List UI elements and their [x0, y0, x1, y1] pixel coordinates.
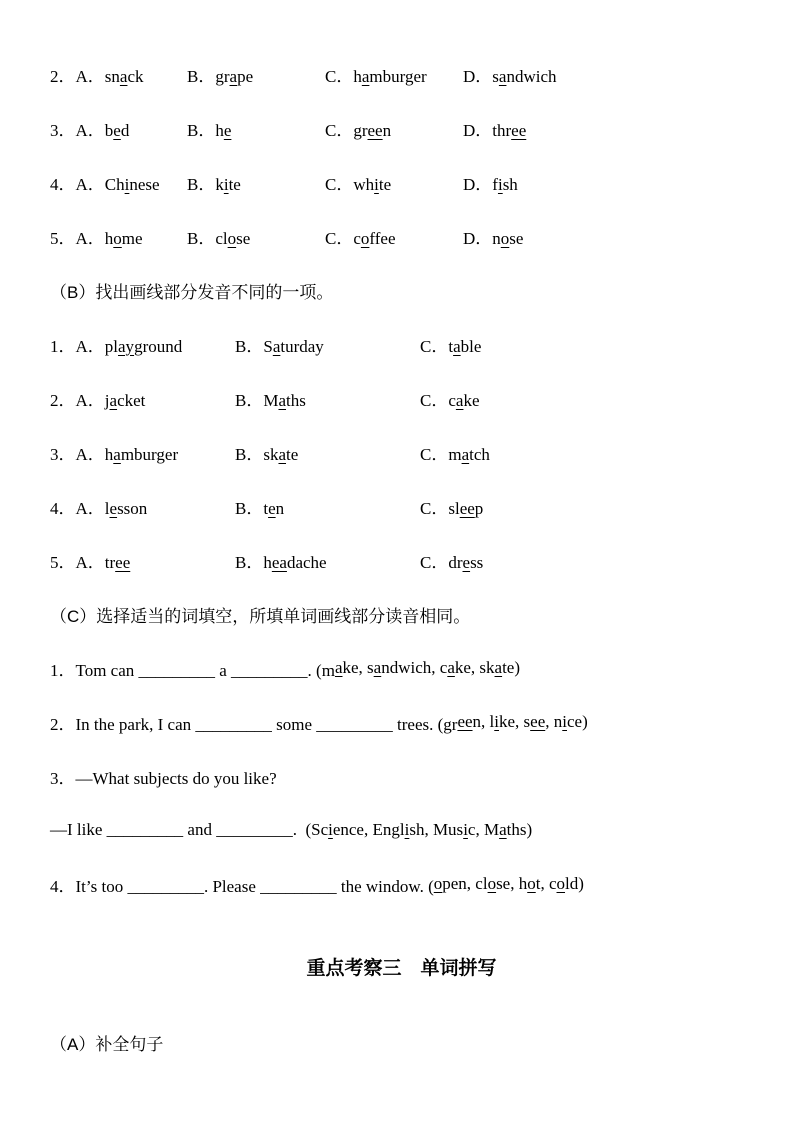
section-b-option	[235, 332, 420, 357]
section-b-row	[50, 317, 753, 371]
text-segment: te	[286, 444, 299, 464]
text-segment: ndwich, c	[381, 658, 448, 677]
text-segment: ffee	[369, 228, 396, 248]
text-segment: ence, Engl	[332, 820, 405, 839]
section-b-option	[420, 440, 753, 465]
key-point-three-heading: 重点考察三 单词拼写	[306, 957, 497, 979]
underlined-part: ee	[511, 120, 527, 140]
question-number: 5．	[50, 552, 76, 572]
text-segment: n	[492, 228, 501, 248]
section-a-option	[463, 224, 753, 249]
text-segment: 1．Tom can _________ a _________. (m	[50, 660, 335, 680]
section-a-option	[463, 116, 753, 141]
text-segment: ths)	[506, 820, 533, 839]
section-b-option	[235, 494, 420, 519]
text-segment: ground	[134, 336, 183, 356]
underlined-part: ea	[271, 552, 287, 572]
text-segment: n, l	[472, 712, 495, 731]
text-segment: sh, Mus	[409, 820, 464, 839]
text-segment: pe	[237, 66, 254, 86]
underlined-part: o	[527, 874, 536, 893]
underlined-part: ee	[367, 120, 383, 140]
option-label: C．	[325, 174, 354, 194]
option-label: B．	[235, 336, 264, 356]
section-b-option	[420, 386, 753, 411]
text-segment: dr	[448, 552, 463, 572]
underlined-part: a	[461, 444, 470, 464]
text-segment: nese	[129, 174, 160, 194]
section-a-option-rows	[50, 47, 753, 263]
section-c-heading: （C）选择适当的词填空，所填单词画线部分读音相同。	[50, 606, 471, 626]
section-b-option	[50, 440, 235, 465]
underlined-part: a	[498, 66, 507, 86]
underlined-part: e	[223, 120, 232, 140]
text-segment: gr	[353, 120, 368, 140]
text-segment: ke	[463, 390, 480, 410]
text-segment: j	[104, 390, 110, 410]
section-a2-heading: （A）补全句子	[50, 1034, 164, 1054]
text-segment: b	[104, 120, 114, 140]
text-segment: h	[104, 228, 114, 248]
underlined-part: i	[497, 174, 503, 194]
option-label: D．	[463, 174, 493, 194]
text-segment: se	[509, 228, 524, 248]
section-a-option	[325, 224, 463, 249]
text-segment: c, M	[467, 820, 500, 839]
text-segment: ths	[286, 390, 306, 410]
text-segment: ck	[127, 66, 144, 86]
underlined-part: o	[556, 874, 566, 893]
option-label: C．	[420, 498, 449, 518]
underlined-part: e	[462, 552, 471, 572]
underlined-part: a	[278, 390, 287, 410]
section-b-option	[420, 332, 753, 357]
underlined-part: ee	[115, 552, 131, 572]
text-segment: 4．It’s too _________. Please _________ the window. (	[50, 876, 434, 896]
underlined-part: a	[109, 390, 118, 410]
underlined-part: a	[334, 658, 343, 677]
section-b-option	[50, 386, 235, 411]
text-segment: d	[120, 120, 130, 140]
section-b-option	[50, 548, 235, 573]
section-b-row	[50, 533, 753, 587]
fill-blank-line	[50, 695, 753, 749]
text-segment: turday	[280, 336, 324, 356]
section-a-option	[463, 62, 753, 87]
text-segment: —I like _________ and _________. (Sc	[50, 820, 329, 839]
section-a-option	[50, 224, 187, 249]
text-segment: se, h	[496, 874, 528, 893]
text-segment: h	[263, 552, 272, 572]
text-segment: s	[492, 66, 499, 86]
text-segment: sk	[263, 444, 279, 464]
text-segment: m	[448, 444, 462, 464]
text-segment: h	[353, 66, 362, 86]
fill-blank-line	[50, 857, 753, 911]
section-b-option	[50, 332, 235, 357]
underlined-part: a	[113, 444, 121, 464]
text-segment: te	[228, 174, 241, 194]
underlined-part: i	[124, 174, 130, 194]
option-label: C．	[420, 444, 449, 464]
text-segment: Ch	[104, 174, 125, 194]
text-segment: cket	[117, 390, 146, 410]
option-label: A．	[75, 174, 105, 194]
option-label: A．	[75, 390, 105, 410]
option-label: C．	[325, 228, 354, 248]
option-label: A．	[75, 444, 105, 464]
underlined-part: ee	[459, 498, 475, 518]
text-segment: me	[121, 228, 143, 248]
underlined-part: o	[360, 228, 370, 248]
option-label: A．	[75, 552, 105, 572]
option-label: D．	[463, 66, 493, 86]
underlined-part: a	[272, 336, 281, 356]
text-segment: ss	[470, 552, 484, 572]
option-label: A．	[75, 228, 105, 248]
section-a-row	[50, 209, 753, 263]
underlined-part: i	[562, 712, 567, 731]
section-a-row	[50, 101, 753, 155]
underlined-part: a	[278, 444, 287, 464]
text-segment: f	[492, 174, 498, 194]
text-segment: cl	[215, 228, 228, 248]
option-label: C．	[325, 120, 354, 140]
underlined-part: a	[494, 658, 503, 677]
question-number: 4．	[50, 498, 76, 518]
text-segment: h	[104, 444, 114, 464]
text-segment: , n	[545, 712, 563, 731]
text-segment: tch	[469, 444, 490, 464]
section-b-option	[420, 548, 753, 573]
fill-blank-line	[50, 803, 753, 857]
option-label: C．	[420, 390, 449, 410]
text-segment: sh	[502, 174, 518, 194]
section-a-option	[50, 116, 187, 141]
option-label: B．	[187, 66, 216, 86]
text-segment: n	[382, 120, 392, 140]
text-segment: ke, s	[342, 658, 374, 677]
text-segment: c	[353, 228, 361, 248]
underlined-part: a	[361, 66, 370, 86]
section-b-option	[50, 494, 235, 519]
section-b-option	[235, 440, 420, 465]
underlined-part: a	[453, 336, 461, 356]
underlined-part: i	[463, 820, 468, 839]
question-number: 3．	[50, 120, 76, 140]
option-label: B．	[187, 174, 216, 194]
text-segment: ke, s	[499, 712, 531, 731]
underlined-part: i	[404, 820, 410, 839]
text-segment: sn	[104, 66, 120, 86]
text-segment: S	[263, 336, 273, 356]
fill-blank-line	[50, 749, 753, 803]
option-label: B．	[235, 498, 264, 518]
question-number: 5．	[50, 228, 76, 248]
option-label: A．	[75, 120, 105, 140]
text-segment: M	[263, 390, 279, 410]
section-b-option	[420, 494, 753, 519]
underlined-part: ay	[118, 336, 135, 356]
text-segment: k	[215, 174, 224, 194]
section-c-fill-blank-lines	[50, 641, 753, 911]
option-label: B．	[235, 444, 264, 464]
fill-blank-line	[50, 641, 753, 695]
section-b-row	[50, 479, 753, 533]
underlined-part: a	[499, 820, 507, 839]
question-number: 1．	[50, 336, 76, 356]
section-b-row	[50, 425, 753, 479]
text-segment: t	[263, 498, 269, 518]
text-segment: ble	[460, 336, 482, 356]
text-segment: ld)	[565, 874, 584, 893]
text-segment: c	[448, 390, 456, 410]
text-segment: ce)	[567, 712, 588, 731]
text-segment: dache	[286, 552, 327, 572]
option-label: A．	[75, 498, 105, 518]
section-a-option	[325, 62, 463, 87]
section-a-option	[187, 116, 325, 141]
option-label: B．	[187, 228, 216, 248]
section-a-option	[325, 170, 463, 195]
underlined-part: ee	[457, 712, 473, 731]
question-number: 4．	[50, 174, 76, 194]
option-label: C．	[325, 66, 354, 86]
text-segment: gr	[215, 66, 230, 86]
text-segment: te)	[502, 658, 521, 677]
question-number: 3．	[50, 444, 76, 464]
text-segment: t	[448, 336, 454, 356]
section-a-option	[50, 170, 187, 195]
text-segment: t, c	[535, 874, 557, 893]
underlined-part: a	[119, 66, 128, 86]
text-segment: p	[474, 498, 484, 518]
underlined-part: e	[113, 120, 121, 140]
text-segment: ndwich	[506, 66, 557, 86]
text-segment: n	[275, 498, 285, 518]
text-segment: wh	[353, 174, 375, 194]
text-segment: mburger	[369, 66, 427, 86]
option-label: A．	[75, 336, 105, 356]
underlined-part: a	[229, 66, 238, 86]
option-label: A．	[75, 66, 105, 86]
underlined-part: i	[223, 174, 229, 194]
text-segment: pen, cl	[442, 874, 488, 893]
underlined-part: o	[433, 874, 443, 893]
underlined-part: o	[227, 228, 237, 248]
section-b-row	[50, 371, 753, 425]
underlined-part: a	[455, 390, 464, 410]
section-a-option	[187, 224, 325, 249]
section-a-option	[325, 116, 463, 141]
section-b-option	[235, 548, 420, 573]
text-segment: l	[104, 498, 110, 518]
underlined-part: o	[487, 874, 497, 893]
section-b-heading: （B）找出画线部分发音不同的一项。	[50, 282, 334, 302]
option-label: B．	[235, 552, 264, 572]
underlined-part: i	[374, 174, 379, 194]
underlined-part: e	[109, 498, 118, 518]
text-segment: 3．—What subjects do you like?	[50, 768, 277, 788]
text-segment: se	[236, 228, 251, 248]
underlined-part: ee	[530, 712, 546, 731]
section-a-option	[187, 62, 325, 87]
option-label: C．	[420, 552, 449, 572]
text-segment: h	[215, 120, 224, 140]
underlined-part: o	[113, 228, 122, 248]
underlined-part: i	[494, 712, 499, 731]
text-segment: ke, sk	[454, 658, 495, 677]
underlined-part: a	[447, 658, 455, 677]
text-segment: thr	[492, 120, 512, 140]
underlined-part: e	[268, 498, 276, 518]
section-a-option	[50, 62, 187, 87]
question-number: 2．	[50, 66, 76, 86]
text-segment: tr	[104, 552, 116, 572]
section-a-option	[187, 170, 325, 195]
option-label: B．	[235, 390, 264, 410]
question-number: 2．	[50, 390, 76, 410]
text-segment: pl	[104, 336, 119, 356]
option-label: D．	[463, 120, 493, 140]
section-b-option	[235, 386, 420, 411]
option-label: D．	[463, 228, 493, 248]
option-label: C．	[420, 336, 449, 356]
underlined-part: a	[373, 658, 382, 677]
text-segment: te	[378, 174, 392, 194]
option-label: B．	[187, 120, 216, 140]
text-segment: sl	[448, 498, 460, 518]
underlined-part: o	[500, 228, 510, 248]
section-a-option	[463, 170, 753, 195]
underlined-part: i	[328, 820, 333, 839]
section-b-option-rows	[50, 317, 753, 587]
text-segment: mburger	[120, 444, 179, 464]
text-segment: sson	[117, 498, 148, 518]
section-a-row	[50, 155, 753, 209]
section-a-row	[50, 47, 753, 101]
text-segment: 2．In the park, I can _________ some _________ trees. (gr	[50, 714, 458, 734]
